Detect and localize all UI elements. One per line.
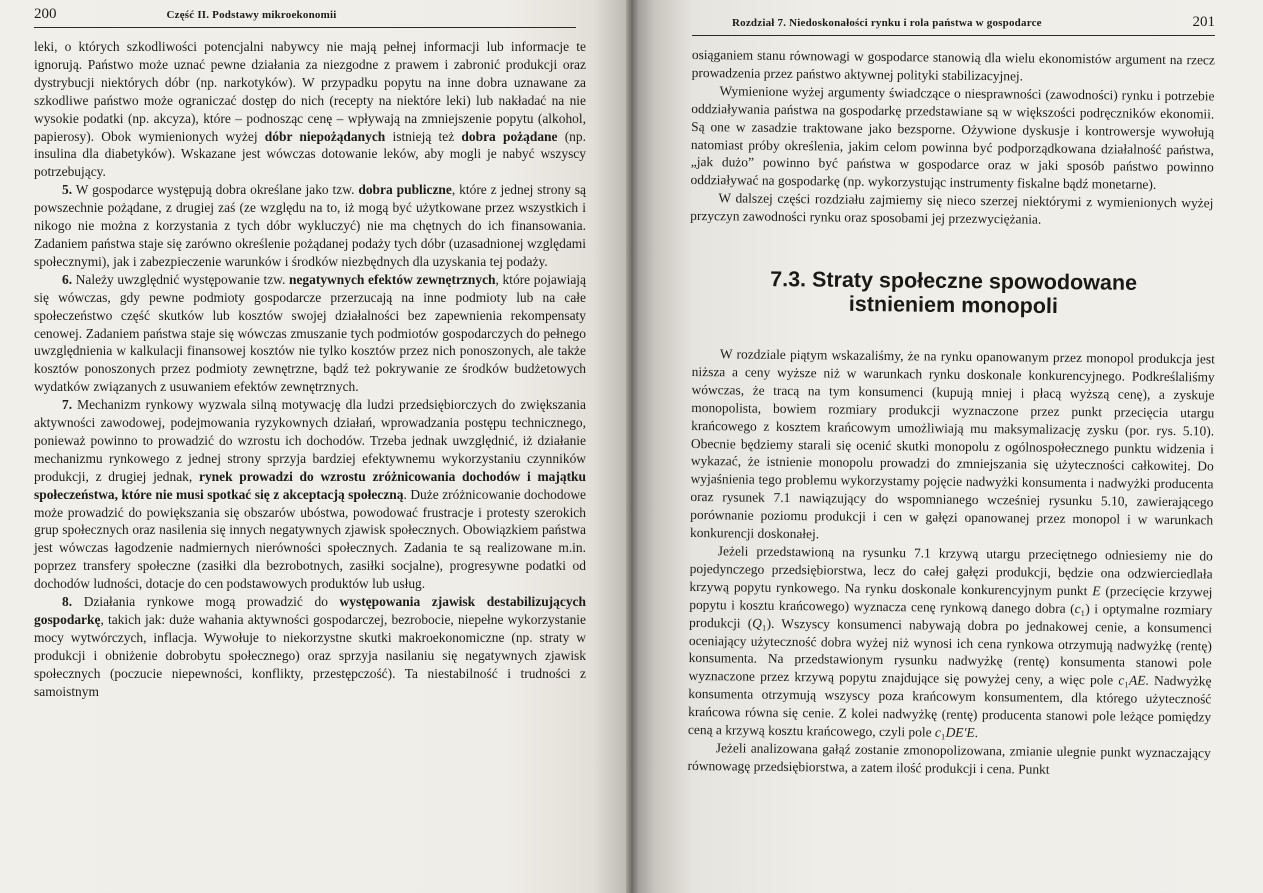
left-text-run: 8. — [62, 594, 73, 610]
left-running-title: Część II. Podstawy mikroekonomii — [166, 9, 337, 21]
left-text-run: , takich jak: duże wahania aktywności gospodarczej, bezrobocie, niepełne wykorzystanie mocy wytwórczych, inflacja. Wywołuje to niekorzystne skutki makroekonomiczne (np. straty w produkcji i obniżenie dobrobytu społecznego) oraz sprzyja nasilaniu się negatywnych zjawisk społecznych (poczucie niepewności, konflikty, przestępczość). Ta niestabilność i trudności z samoistnym — [34, 612, 586, 699]
left-text-run: (np. insulina dla diabetyków). Wskazane jest wówczas dotowanie leków, aby mogli je nabyć wszyscy potrzebujący. — [34, 128, 586, 180]
left-paragraph — [34, 38, 586, 181]
section-heading-line-1: 7.3. Straty społeczne spowodowane — [770, 267, 1138, 295]
left-text-run: leki, o których szkodliwości potencjalni nabywcy nie mają pełnej informacji lub informacje te ignorują. Państwo może uznać pewne działania za niezgodne z prawem i zabronić produkcji oraz dystrybucji niektórych dóbr (np. narkotyków). W przypadku popytu na inne dobra uznawane za szkodliwe państwo może ograniczać dostęp do nich (recepty na niektóre leki) lub nakładać na nie wysokie podatki (np. akcyza), które – podnosząc cenę – wpływają na zmniejszenie popytu (alkohol, papierosy). Obok wymienionych wyżej — [34, 39, 586, 144]
left-page-number: 200 — [34, 6, 57, 22]
section-heading-line-2: istnieniem monopoli — [848, 291, 1059, 319]
left-running-head — [34, 0, 576, 28]
right-bottom-text-run: Q — [752, 615, 763, 631]
left-text-run: występowania zjawisk destabilizujących gospodarkę — [34, 594, 586, 627]
right-bottom-text-run: . Nadwyżkę konsumenta otrzymują wszyscy poza krańcowym konsumentem, dla którego użyteczność krańcowa równa się cenie. Z kolei nadwyżkę (rentę) producenta stanowi pole leżące pomiędzy ceną a krzywą kosztu krańcowego, czyli pole — [687, 673, 1212, 740]
right-bottom-text-run: ₁) i optymalne rozmiary produkcji ( — [689, 600, 1213, 631]
right-bottom-text-run: Jeżeli analizowana gałąź zostanie zmonopolizowana, zmianie ulegnie punkt wyznaczający równowagę przedsiębiorstwa, a zatem ilość produkcji i cena. Punkt — [687, 740, 1211, 777]
right-bottom-text-run: DE′E — [945, 724, 975, 741]
right-bottom-text-run: E — [1092, 583, 1101, 599]
left-text-run: . Duże zróżnicowanie dochodowe może prowadzić do powiększania się obszarów ubóstwa, powodować frustracje i protesty szerokich grup społecznych oraz nasilenia się innych negatywnych zjawisk społecznych. Obowiązkiem państwa jest wówczas łagodzenie nadmiernych nierówności społecznych. Zadania te są realizowane m.in. poprzez transfery społeczne (zasiłki dla bezrobotnych, zasiłki socjalne), progresywne podatki od dochodów ludności, dotacje do cen podstawowych produktów lub usług. — [34, 486, 586, 592]
section-heading — [692, 266, 1215, 319]
left-text-run: Działania rynkowe mogą prowadzić do — [72, 594, 340, 610]
left-text-run: W gospodarce występują dobra określane jako tzw. — [72, 182, 359, 198]
right-bottom-text-run: AE — [1128, 672, 1146, 689]
right-bottom-paragraph — [690, 345, 1215, 547]
left-paragraph — [34, 396, 586, 593]
left-paragraph — [34, 181, 586, 271]
left-text-run: , które z jednej strony są powszechnie pożądane, z drugiej zaś (ze względu na to, iż mogą być użytkowane przez wszystkich i nikogo nie można z korzystania z tych dóbr wykluczyć) nie ma chętnych do ich finansowania. Zadaniem państwa staje się zarówno określenie pożądanej podaży tych dóbr (uzasadnionej względami społecznymi), jak i zabezpieczenie warunków i środków niezbędnych dla uzyskania tej podaży. — [34, 182, 586, 269]
right-top-text-run: Wymienione wyżej argumenty świadczące o niesprawności (zawodności) rynku i potrzebie oddziaływania państwa na gospodarkę przedstawiane są w większości podręczników ekonomii. Są one w zasadzie traktowane jako bezsporne. Ożywione dyskusje i kontrowersje wywołują natomiast próby określenia, jakim celom powinna być podporządkowana działalność państwa, „jak dużo” powinno być państwa w gospodarce oraz w jaki sposób państwo powinno oddziaływać na gospodarkę (np. wykorzystując instrumenty fiskalne bądź monetarne). — [690, 83, 1215, 193]
right-body-text-bottom — [687, 345, 1214, 780]
left-text-run: , które pojawiają się wówczas, gdy pewne podmioty gospodarcze przerzucają na inne podmioty lub na całe społeczeństwo część skutków lub kosztów swojej działalności bez zapewnienia rekompensaty cenowej. Zadaniem państwa staje się wówczas zmuszanie tych podmiotów gospodarczych do pełnego uwzględnienia w kalkulacji finansowej kosztów nie tylko kosztów przez nich ponoszonych, ale także kosztów ponoszonych przez podmioty zewnętrzne, bądź też pokrywanie ze środków budżetowych wydatków związanych z usuwaniem efektów zewnętrznych. — [34, 271, 586, 395]
right-bottom-text-run: (przecięcie krzywej popytu i kosztu krańcowego) wyznacza cenę rynkową danego dobra ( — [689, 583, 1213, 616]
left-paragraph — [34, 271, 586, 396]
left-text-run: negatywnych efektów zewnętrznych — [288, 271, 496, 287]
right-body-text-top — [690, 46, 1215, 231]
left-text-run: 5. — [62, 182, 73, 198]
left-text-run: istnieją też — [385, 128, 462, 144]
right-top-paragraph — [690, 82, 1214, 195]
right-bottom-text-run: c — [1118, 672, 1125, 688]
left-text-run: 6. — [62, 271, 73, 287]
right-page — [630, 0, 1263, 893]
left-text-run: dóbr niepożądanych — [264, 128, 386, 144]
right-running-title: Rozdział 7. Niedoskonałości rynku i rola państwa w gospodarce — [732, 17, 1042, 29]
right-bottom-text-run: Jeżeli przedstawioną na rysunku 7.1 krzywą utargu przeciętnego odniesiemy nie do pojedynczego przedsiębiorstwa, lecz do całej gałęzi produkcji, będzie ona odzwierciedlała krzywą popytu rynkowego. Na rynku doskonale konkurencyjnym punkt — [689, 543, 1213, 599]
book-gutter — [626, 0, 638, 893]
right-top-paragraph — [692, 46, 1215, 87]
right-bottom-text-run: . — [974, 725, 979, 741]
left-text-run: rynek prowadzi do wzrostu zróżnicowania dochodów i majątku społeczeństwa, które nie musi spotkać się z akceptacją społeczną — [34, 468, 587, 502]
right-running-head — [692, 8, 1215, 36]
right-bottom-paragraph — [687, 739, 1210, 780]
right-bottom-text-run: c — [1074, 600, 1081, 616]
right-bottom-text-run: ₁). Wszyscy konsumenci nabywają dobra po jednakowej cenie, a konsumenci oceniający użyteczność dobra wyżej niż wynosi ich cena rynkowa otrzymują nadwyżkę (rentę) konsumenta. Na przedstawionym rysunku nadwyżkę (rentę) konsumenta stanowi pole wyznaczone przez krzywą popytu znajdujące się powyżej ceny, a więc pole — [688, 615, 1213, 688]
right-bottom-text-run: ₁ — [1124, 672, 1130, 688]
left-page — [0, 0, 630, 893]
left-text-run: 7. — [62, 397, 73, 413]
left-body-text — [34, 38, 586, 701]
left-text-run: dobra pożądane — [461, 128, 558, 144]
right-top-text-run: osiąganiem stanu równowagi w gospodarce stanowią dla wielu ekonomistów argument na rzecz prowadzenia przez państwo aktywnej polityki stabilizacyjnej. — [691, 46, 1215, 84]
right-bottom-text-run: ₁ — [940, 724, 946, 740]
left-text-run: Mechanizm rynkowy wyzwala silną motywację dla ludzi przedsiębiorczych do zwiększania aktywności zawodowej, podejmowania ryzykownych działań, wprowadzania postępu technicznego, ponieważ powinno to prowadzić do wzrostu ich dochodów. Trzeba jednak uwzględnić, iż działanie mechanizmu rynkowego z jednej strony sprzyja bardziej efektywnemu wykorzystaniu czynników produkcji, z drugiej jednak, — [34, 397, 586, 484]
left-text-run: dobra publiczne — [358, 182, 452, 198]
right-top-text-run: W dalszej części rozdziału zajmiemy się nieco szerzej niektórymi z wymienionych wyżej przyczyn zawodności rynku oraz sposobami jej przezwyciężania. — [690, 190, 1214, 227]
right-bottom-paragraph — [688, 542, 1213, 744]
right-top-paragraph — [690, 189, 1213, 230]
right-bottom-text-run: c — [934, 724, 942, 740]
right-page-number: 201 — [1192, 14, 1215, 30]
left-paragraph — [34, 593, 586, 700]
left-text-run: Należy uwzględnić występowanie tzw. — [72, 271, 289, 287]
right-bottom-text-run: W rozdziale piątym wskazaliśmy, że na rynku opanowanym przez monopol produkcja jest niższa a ceny wyższe niż w warunkach rynku doskonale konkurencyjnego. Podkreślaliśmy wówczas, że tracą na tym konsumenci (kupują mniej i płacą wyższą cenę), a zyskuje monopolista, bowiem rozmiary produkcji wyznaczone przez punkt przecięcia utargu krańcowego z kosztem krańcowym umożliwiają mu maksymalizację zysku (por. rys. 5.10). Obecnie będziemy starali się ocenić skutki monopolu z ogólnospołecznego punktu widzenia i wykazać, że istnienie monopolu prowadzi do zmniejszania się użyteczności całkowitej. Do wyjaśnienia tego problemu wykorzystamy pojęcie nadwyżki konsumenta i nadwyżki producenta oraz rysunek 7.1 nawiązujący do wspomnianego wcześniej rysunku 5.10, zawierającego porównanie poziomu produkcji i cen w gałęzi opanowanej przez monopol i w warunkach konkurencji doskonałej. — [689, 346, 1215, 542]
